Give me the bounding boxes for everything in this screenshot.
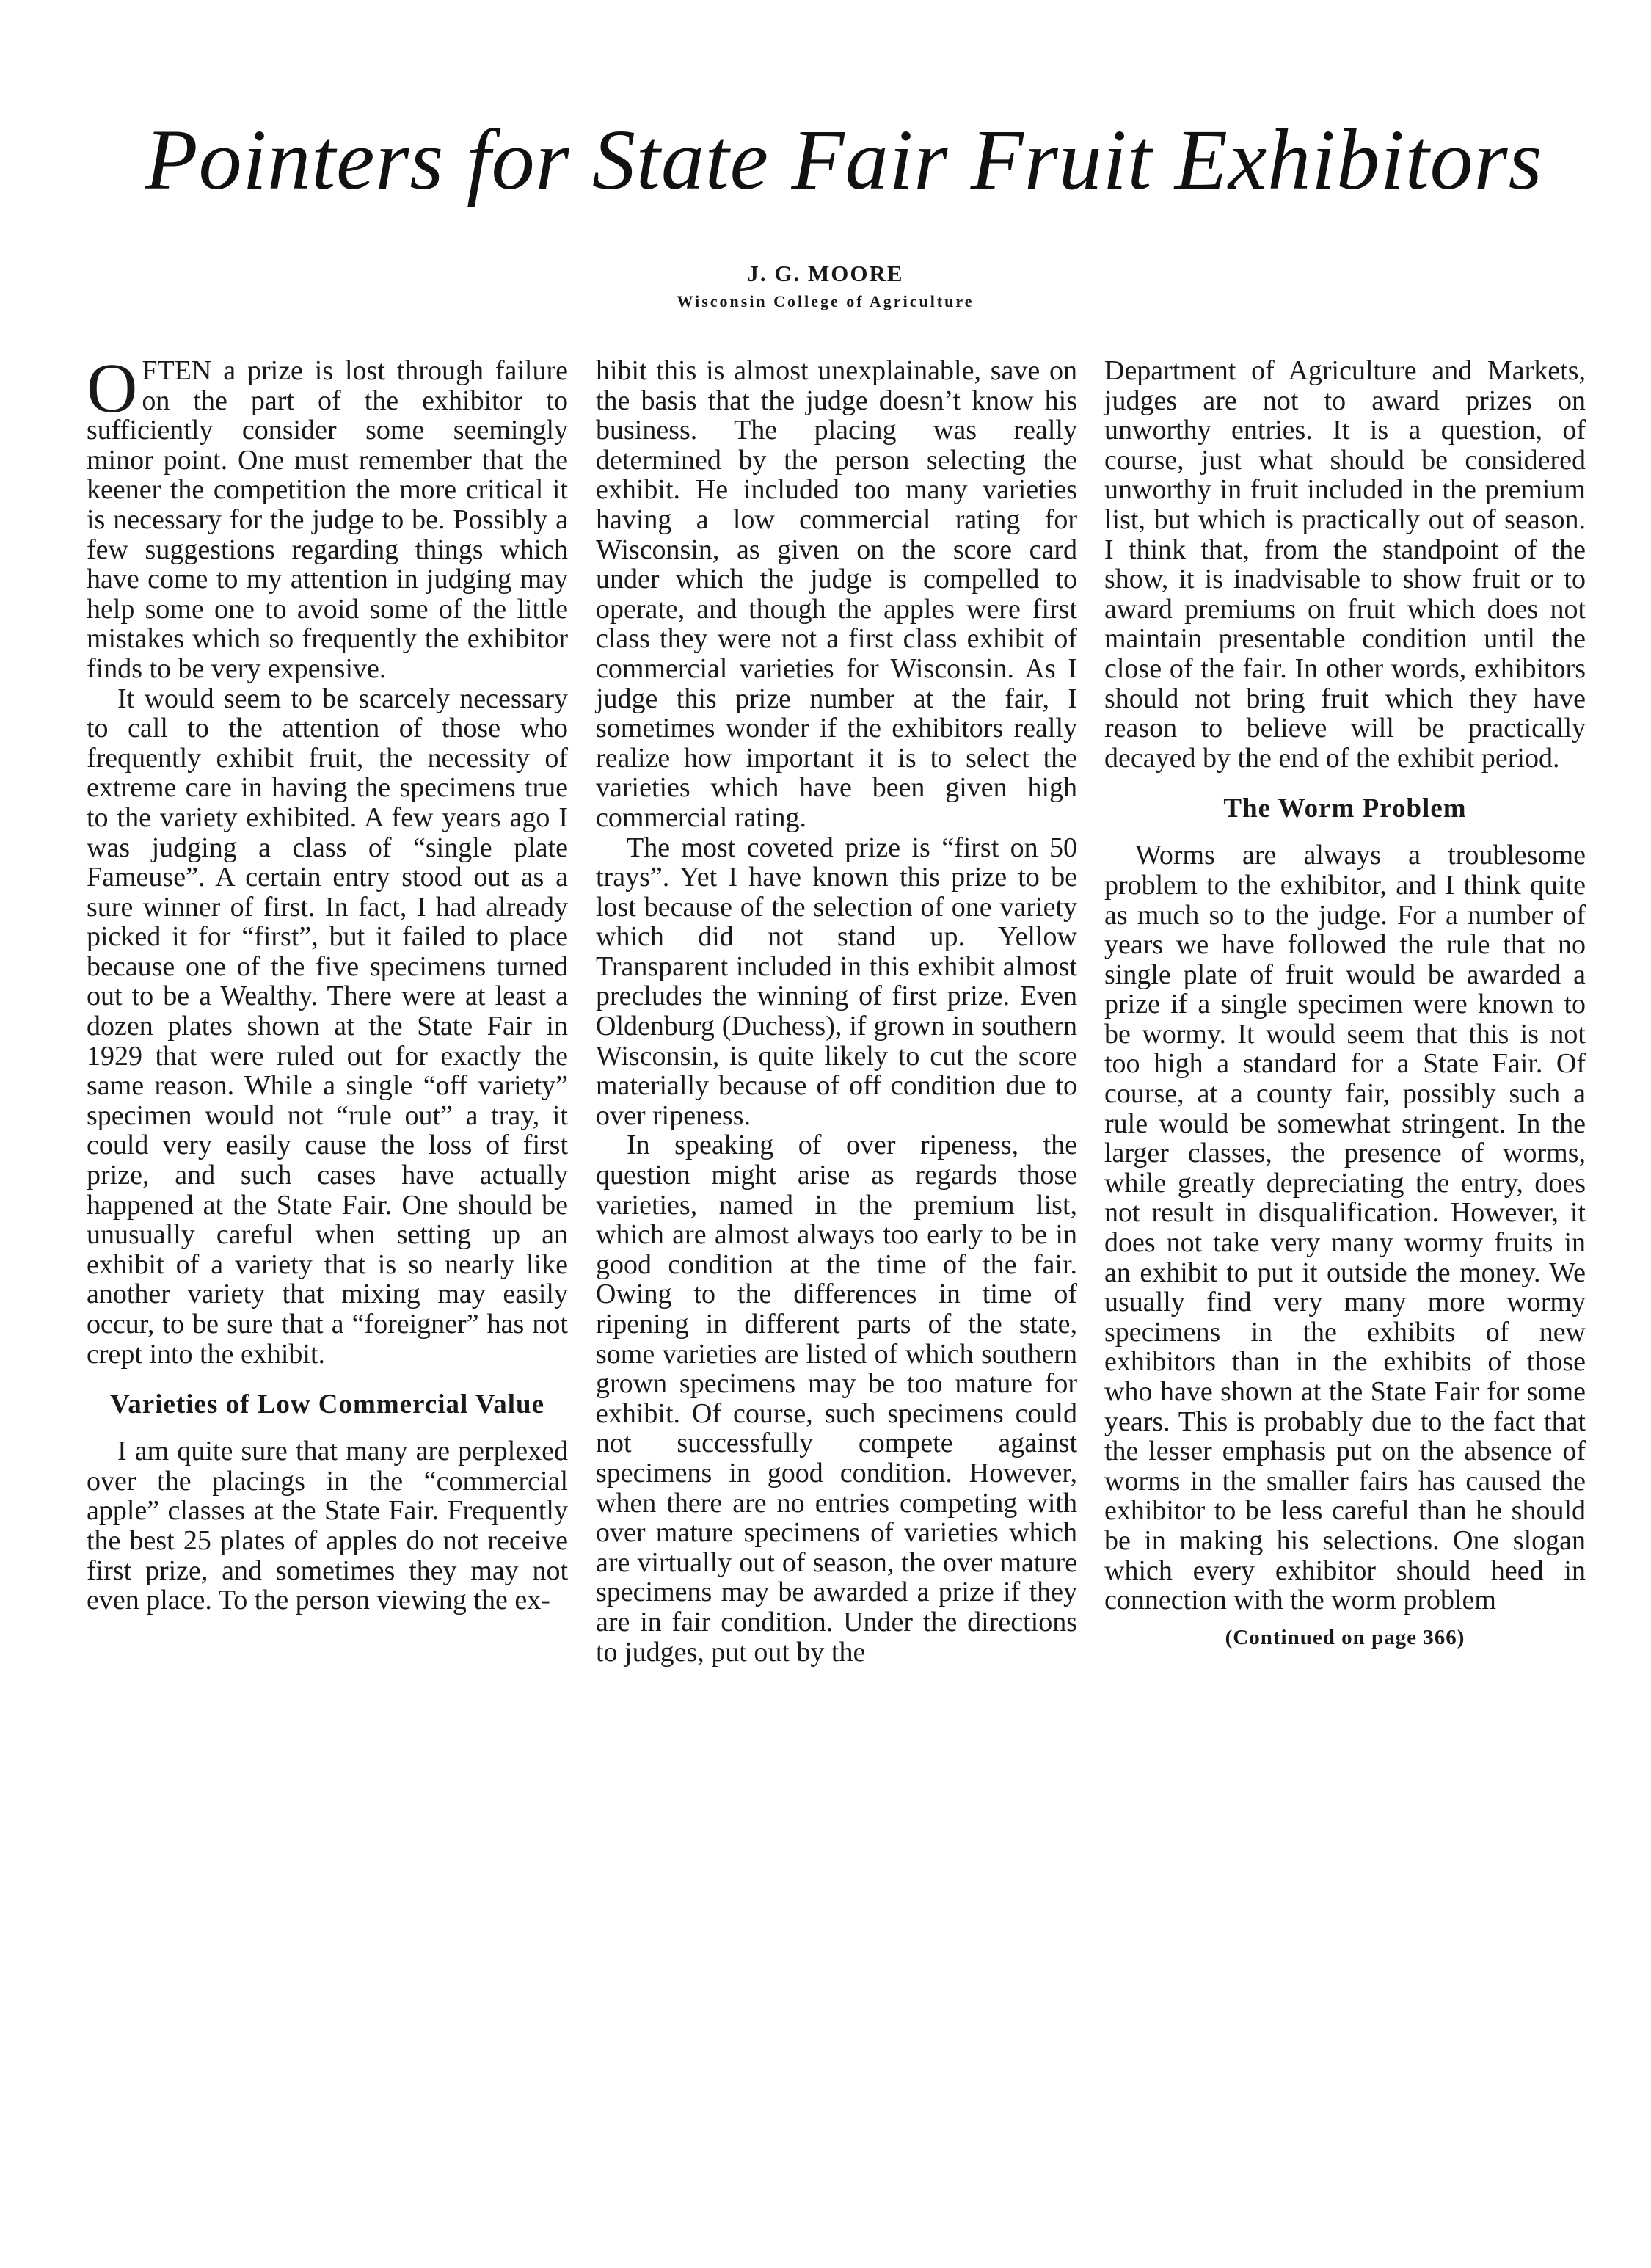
column-3 xyxy=(1104,356,1586,1652)
author-affiliation: Wisconsin College of Agriculture xyxy=(677,292,974,310)
paragraph: Department of Agriculture and Markets, judges are not to award prizes on unworthy entries. It is a question, of course, just what should be considered unworthy in fruit included in the premium list, but which is practically out of season. I think that, from the standpoint of the show, it is inadvisable to show fruit or to award premiums on fruit which does not maintain presentable condition until the close of the fair. In other words, exhibitors should not bring fruit which they have reason to believe will be practically decayed by the end of the exhibit period. xyxy=(1104,355,1586,774)
paragraph: It would seem to be scarcely necessary to call to the attention of those who frequently exhibit fruit, the necessity of extreme care in having the specimens true to the variety exhibited. A few years ago I was judging a class of “single plate Fameuse”. A certain entry stood out as a sure winner of first. In fact, I had already picked it for “first”, but it failed to place because one of the five specimens turned out to be a Wealthy. There were at least a dozen plates shown at the State Fair in 1929 that were ruled out for exactly the same reason. While a single “off variety” specimen would not “rule out” a tray, it could very easily cause the loss of first prize, and such cases have actually happened at the State Fair. One should be unusually careful when setting up an exhibit of a variety that is so nearly like another variety that mixing may easily occur, to be sure that a “foreigner” has not crept into the exhibit. xyxy=(87,683,568,1370)
drop-cap: O xyxy=(87,349,138,427)
column-2 xyxy=(596,356,1077,1667)
column-1 xyxy=(87,349,568,1616)
continued-note: (Continued on page 366) xyxy=(1225,1625,1465,1649)
article-title: Pointers for State Fair Fruit Exhibitors xyxy=(145,112,1543,208)
paragraph: The most coveted prize is “first on 50 trays”. Yet I have known this prize to be lost because of the selection of one variety which did not stand up. Yellow Transparent included in this exhibit almost precludes the winning of first prize. Even Oldenburg (Duchess), if grown in southern Wisconsin, is quite likely to cut the score materially because of off condition due to over ripeness. xyxy=(596,832,1077,1131)
paragraph: hibit this is almost unexplainable, save on the basis that the judge doesn’t know his business. The placing was really determined by the person selecting the exhibit. He included too many varieties having a low commercial rating for Wisconsin, as given on the score card under which the judge is compelled to operate, and though the apples were first class they were not a first class exhibit of commercial varieties for Wisconsin. As I judge this prize number at the fair, I sometimes wonder if the exhibitors really realize how important it is to select the varieties which have been given high commercial rating. xyxy=(596,355,1077,833)
paragraph xyxy=(87,349,568,684)
paragraph: In speaking of over ripeness, the question might arise as regards those varieties, named in the premium list, which are almost always too early to be in good condition at the time of the fair. Owing to the differences in time of ripening in different parts of the state, some varieties are listed of which southern grown specimens may be too mature for exhibit. Of course, such specimens could not successfully compete against specimens in good condition. However, when there are no entries competing with over mature specimens of varieties which are virtually out of season, the over mature specimens may be awarded a prize if they are in fair condition. Under the directions to judges, put out by the xyxy=(596,1130,1077,1668)
paragraph-text: FTEN a prize is lost through failure on the part of the exhibitor to sufficiently consider some seemingly minor point. One must remember that the keener the competition the more critical it is necessary for the judge to be. Possibly a few suggestions regarding things which have come to my attention in judging may help some one to avoid some of the little mistakes which so frequently the exhibitor finds to be very expensive. xyxy=(87,355,568,684)
author-name: J. G. MOORE xyxy=(747,261,904,286)
section-heading-worm-problem: The Worm Problem xyxy=(1223,793,1467,824)
paragraph: I am quite sure that many are perplexed over the placings in the “commercial apple” classes at the State Fair. Frequently the best 25 plates of apples do not receive first prize, and sometimes they may not even place. To the person viewing the ex- xyxy=(87,1436,568,1616)
paragraph: Worms are always a troublesome problem to the exhibitor, and I think quite as much so to the judge. For a number of years we have followed the rule that no single plate of fruit would be awarded a prize if a single specimen were known to be wormy. It would seem that this is not too high a standard for a State Fair. Of course, at a county fair, possibly such a rule would be somewhat stringent. In the larger classes, the presence of worms, while greatly depreciating the entry, does not result in disqualification. However, it does not take very many wormy fruits in an exhibit to put it outside the money. We usually find very many more wormy specimens in the exhibits of new exhibitors than in the exhibits of those who have shown at the State Fair for some years. This is probably due to the fact that the lesser emphasis put on the absence of worms in the smaller fairs has caused the exhibitor to be less careful than he should be in making his selections. One slogan which every exhibitor should heed in connection with the worm problem xyxy=(1104,840,1586,1616)
section-heading-low-commercial-value: Varieties of Low Commercial Value xyxy=(109,1389,545,1420)
